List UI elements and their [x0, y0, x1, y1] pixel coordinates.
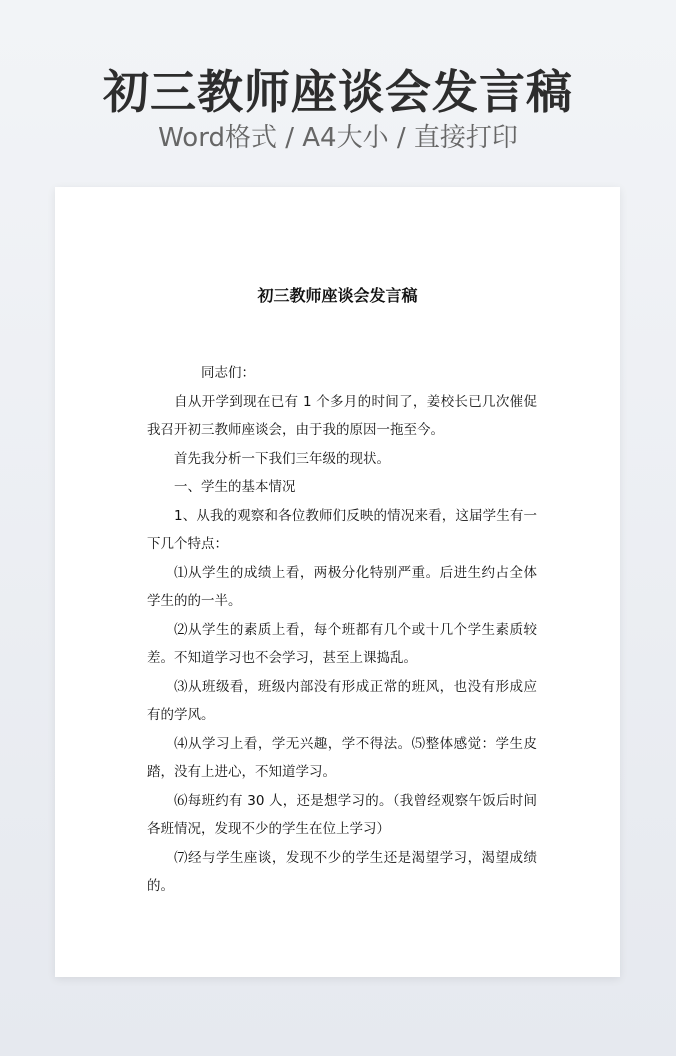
paragraph: 1、从我的观察和各位教师们反映的情况来看，这届学生有一下几个特点：: [147, 507, 537, 552]
list-item: ⑹每班约有 30 人，还是想学习的。（我曾经观察午饭后时间各班情况，发现不少的学生在位上学习）: [147, 792, 537, 837]
banner-header: [0, 0, 676, 180]
list-item: ⑺经与学生座谈，发现不少的学生还是渴望学习，渴望成绩的。: [147, 849, 537, 894]
paragraph: 自从开学到现在已有 1 个多月的时间了，姜校长已几次催促我召开初三教师座谈会，由于我的原因一拖至今。: [147, 393, 537, 438]
greeting: 同志们：: [201, 365, 255, 381]
list-item: ⑴从学生的成绩上看，两极分化特别严重。后进生约占全体学生的的一半。: [147, 564, 537, 609]
document-title: 初三教师座谈会发言稿: [257, 286, 418, 305]
banner-title: 初三教师座谈会发言稿: [103, 65, 573, 119]
list-item: ⑵从学生的素质上看，每个班都有几个或十几个学生素质较差。不知道学习也不会学习，甚至上课捣乱。: [147, 621, 537, 666]
banner-subtitle: Word格式 / A4大小 / 直接打印: [158, 123, 518, 153]
document-body: [147, 359, 537, 901]
section-heading: 一、学生的基本情况: [174, 479, 296, 495]
list-item: ⑷从学习上看，学无兴趣，学不得法。⑸整体感觉：学生皮踏，没有上进心，不知道学习。: [147, 735, 537, 780]
document-page: [55, 187, 620, 977]
list-item: ⑶从班级看，班级内部没有形成正常的班风，也没有形成应有的学风。: [147, 678, 537, 723]
paragraph: 首先我分析一下我们三年级的现状。: [174, 450, 390, 467]
